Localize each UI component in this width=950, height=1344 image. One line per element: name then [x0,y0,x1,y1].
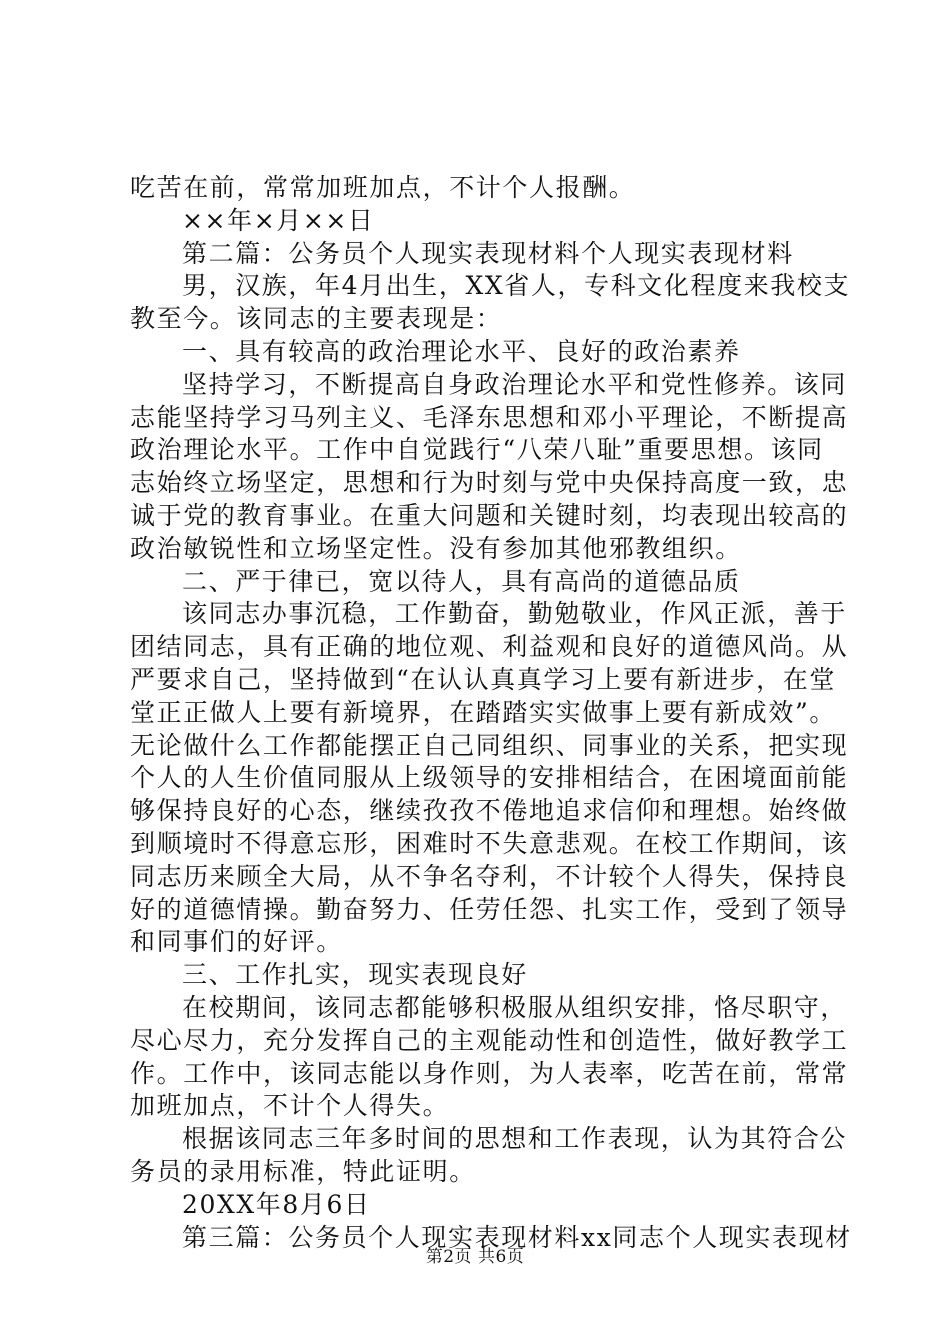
text-line: 根据该同志三年多时间的思想和工作表现，认为其符合公 [182,1124,848,1154]
text-line: 个人的人生价值同服从上级领导的安排相结合，在困境面前能 [130,763,849,793]
text-line: 政治理论水平。工作中自觉践行“八荣八耻”重要思想。该同 [130,435,824,465]
text-line: 堂正正做人上要有新境界，在踏踏实实做事上要有新成效”。 [130,697,836,727]
text-line: 三、工作扎实，现实表现良好 [182,960,528,990]
text-line: 到顺境时不得意忘形，困难时不失意悲观。在校工作期间，该 [130,828,849,858]
text-line: 第二篇：公务员个人现实表现材料个人现实表现材料 [182,238,794,268]
text-line: 好的道德情操。勤奋努力、任劳任怨、扎实工作，受到了领导 [130,894,849,924]
text-line: 务员的录用标准，特此证明。 [130,1156,476,1186]
text-line: 男，汉族，年4月出生，XX省人，专科文化程度来我校支 [182,271,851,301]
text-line: 尽心尽力，充分发挥自己的主观能动性和创造性，做好教学工 [130,1025,849,1055]
text-line: 够保持良好的心态，继续孜孜不倦地追求信仰和理想。始终做 [130,796,849,826]
text-line: 政治敏锐性和立场坚定性。没有参加其他邪教组织。 [130,533,742,563]
text-line: 教至今。该同志的主要表现是： [130,304,503,334]
document-body [130,172,852,1254]
text-line: 同志历来顾全大局，从不争名夺利，不计较个人得失，保持良 [130,861,849,891]
page-footer: 第2页 共6页 [425,1247,525,1267]
text-line: 吃苦在前，常常加班加点，不计个人报酬。 [130,173,636,202]
text-line: 坚持学习，不断提高自身政治理论水平和党性修养。该同 [182,369,848,399]
text-line: 20XX年8月6日 [182,1189,371,1219]
text-line: 在校期间，该同志都能够积极服从组织安排，恪尽职守， [182,992,848,1022]
text-line: 该同志办事沉稳，工作勤奋，勤勉敬业，作风正派，善于 [182,599,848,629]
text-line: 作。工作中，该同志能以身作则，为人表率，吃苦在前，常常 [130,1058,849,1088]
text-line: 和同事们的好评。 [130,927,343,957]
text-line: 志能坚持学习马列主义、毛泽东思想和邓小平理论，不断提高 [130,402,849,432]
text-line: 诚于党的教育事业。在重大问题和关键时刻，均表现出较高的 [130,500,849,530]
text-line: 团结同志，具有正确的地位观、利益观和良好的道德风尚。从 [130,632,849,662]
text-line: ××年×月××日 [182,205,375,235]
text-line: 严要求自己，坚持做到“在认认真真学习上要有新进步，在堂 [130,664,836,694]
text-line: 志始终立场坚定，思想和行为时刻与党中央保持高度一致，忠 [130,468,849,498]
text-line: 加班加点，不计个人得失。 [130,1091,450,1121]
text-line: 第三篇：公务员个人现实表现材料xx同志个人现实表现材 [182,1222,852,1252]
text-line: 二、严于律已，宽以待人，具有高尚的道德品质 [182,566,741,596]
text-line: 一、具有较高的政治理论水平、良好的政治素养 [182,336,741,366]
text-line: 无论做什么工作都能摆正自己同组织、同事业的关系，把实现 [130,730,849,760]
